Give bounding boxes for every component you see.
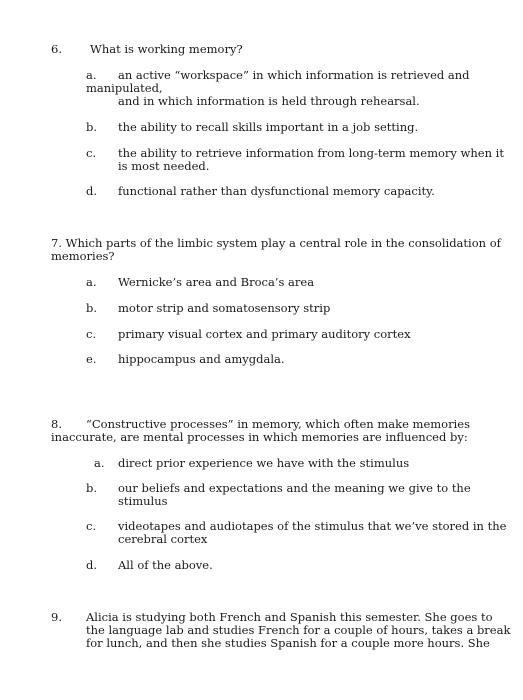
q6-option-d-text: functional rather than dysfunctional memory capacity. [118,184,435,198]
q6-option-a-line1: an active “workspace” in which information is retrieved and [118,68,470,82]
q9-text-line2: the language lab and studies French for a couple of hours, takes a break [86,623,511,637]
q6-option-a-line2: manipulated, [86,81,163,95]
q9-text-line3: for lunch, and then she studies Spanish for a couple more hours. She [86,636,490,650]
q6-option-c-line2: is most needed. [118,159,210,173]
q8-question-line2: inaccurate, are mental processes in which memories are influenced by: [51,430,468,444]
q8-option-c-letter: c. [86,519,97,533]
q6-option-b-text: the ability to recall skills important in a job setting. [118,120,419,134]
q6-option-b-letter: b. [86,120,98,134]
q6-option-a-line3: and in which information is held through rehearsal. [118,94,420,108]
q7-question-line2: memories? [51,249,115,263]
q8-option-d-letter: d. [86,558,98,572]
q8-option-b-line2: stimulus [118,494,168,508]
q8-option-a-letter: a. [94,456,105,470]
q7-question-line1: 7. Which parts of the limbic system play a central role in the consolidation of [51,236,501,250]
q8-number: 8. [51,417,62,431]
q6-number: 6. [51,42,62,56]
q7-option-e-letter: e. [86,352,97,366]
q7-option-b-text: motor strip and somatosensory strip [118,301,331,315]
q8-option-a-text: direct prior experience we have with the stimulus [118,456,410,470]
q6-option-a-letter: a. [86,68,97,82]
q6-question: What is working memory? [90,42,243,56]
q7-option-c-text: primary visual cortex and primary auditory cortex [118,327,411,341]
q9-number: 9. [51,610,62,624]
q9-text-line1: Alicia is studying both French and Spanish this semester. She goes to [86,610,493,624]
q6-option-c-letter: c. [86,146,97,160]
q7-option-c-letter: c. [86,327,97,341]
q8-option-c-line2: cerebral cortex [118,532,208,546]
q6-option-c-line1: the ability to retrieve information from long-term memory when it [118,146,504,160]
q7-option-e-text: hippocampus and amygdala. [118,352,285,366]
q8-question-line1: “Constructive processes” in memory, which often make memories [86,417,470,431]
q6-option-d-letter: d. [86,184,98,198]
q8-option-b-line1: our beliefs and expectations and the meaning we give to the [118,481,471,495]
q7-option-a-letter: a. [86,275,97,289]
q7-option-a-text: Wernicke’s area and Broca’s area [118,275,315,289]
q8-option-d-text: All of the above. [118,558,213,572]
q7-option-b-letter: b. [86,301,98,315]
q8-option-c-line1: videotapes and audiotapes of the stimulus that we’ve stored in the [118,519,507,533]
q8-option-b-letter: b. [86,481,98,495]
